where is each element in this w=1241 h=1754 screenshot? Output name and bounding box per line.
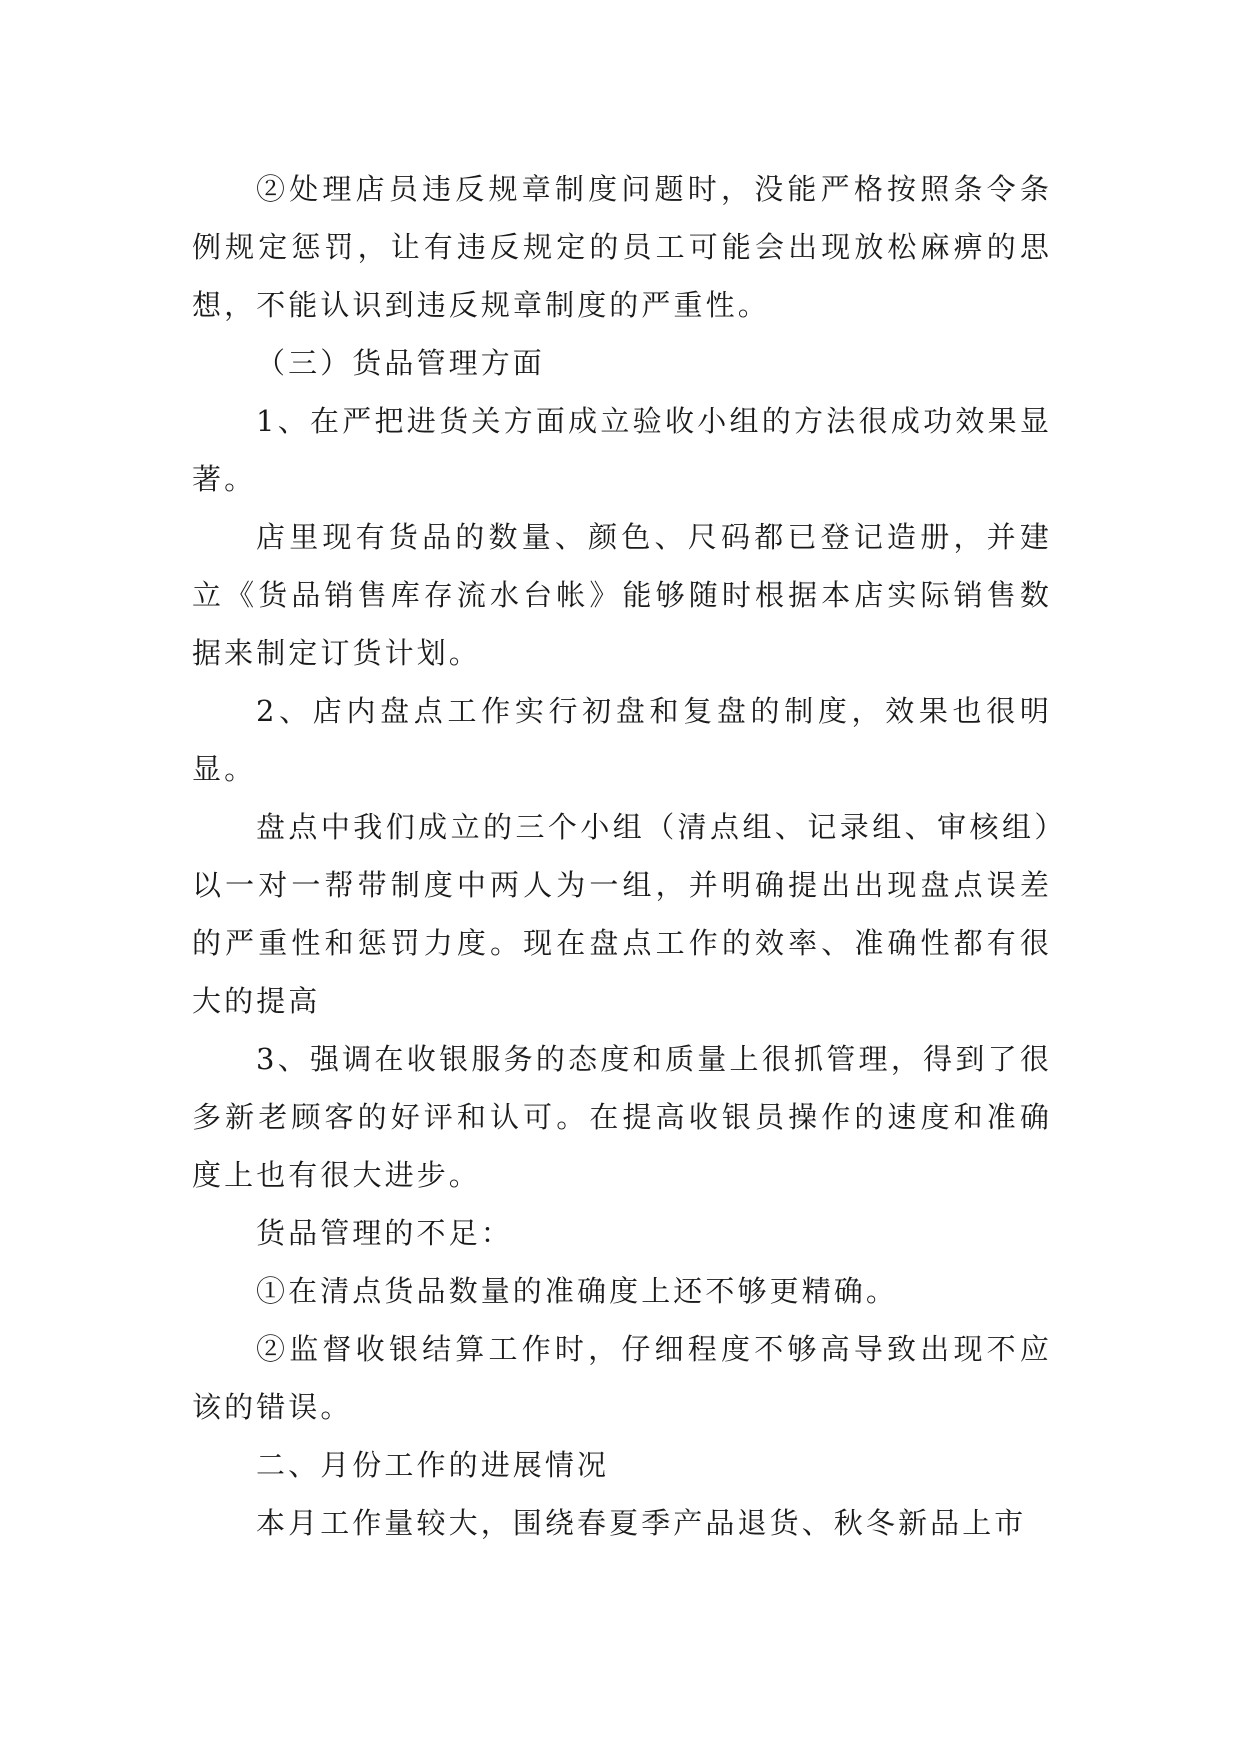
paragraph-goods-shortfall-1: ①在清点货品数量的准确度上还不够更精确。 (256, 1274, 899, 1308)
paragraph-stocktake-groups: 盘点中我们成立的三个小组（清点组、记录组、审核组）以一对一帮带制度中两人为一组，并明确提出出现盘点误差的严重性和惩罚力度。现在盘点工作的效率、准确性都有很大的提高 (192, 810, 1052, 1018)
paragraph-goods-shortfall-2: ②监督收银结算工作时，仔细程度不够高导致出现不应该的错误。 (192, 1332, 1052, 1424)
paragraph-monthly-workload: 本月工作量较大，围绕春夏季产品退货、秋冬新品上市 (256, 1506, 1027, 1540)
section-heading-goods-management: （三）货品管理方面 (256, 346, 545, 380)
section-heading-monthly-progress: 二、月份工作的进展情况 (256, 1448, 610, 1482)
paragraph-goods-item-1: 1、在严把进货关方面成立验收小组的方法很成功效果显著。 (192, 404, 1052, 496)
paragraph-goods-item-3: 3、强调在收银服务的态度和质量上很抓管理，得到了很多新老顾客的好评和认可。在提高收银员操作的速度和准确度上也有很大进步。 (192, 1042, 1052, 1192)
document-body (192, 160, 1052, 1552)
paragraph-inventory-register: 店里现有货品的数量、颜色、尺码都已登记造册，并建立《货品销售库存流水台帐》能够随时根据本店实际销售数据来制定订货计划。 (192, 520, 1052, 670)
paragraph-goods-item-2: 2、店内盘点工作实行初盘和复盘的制度，效果也很明显。 (192, 694, 1052, 786)
paragraph-goods-shortfalls-heading: 货品管理的不足： (256, 1216, 513, 1250)
paragraph-discipline-shortfall-2: ②处理店员违反规章制度问题时，没能严格按照条令条例规定惩罚，让有违反规定的员工可能会出现放松麻痹的思想，不能认识到违反规章制度的严重性。 (192, 172, 1052, 322)
